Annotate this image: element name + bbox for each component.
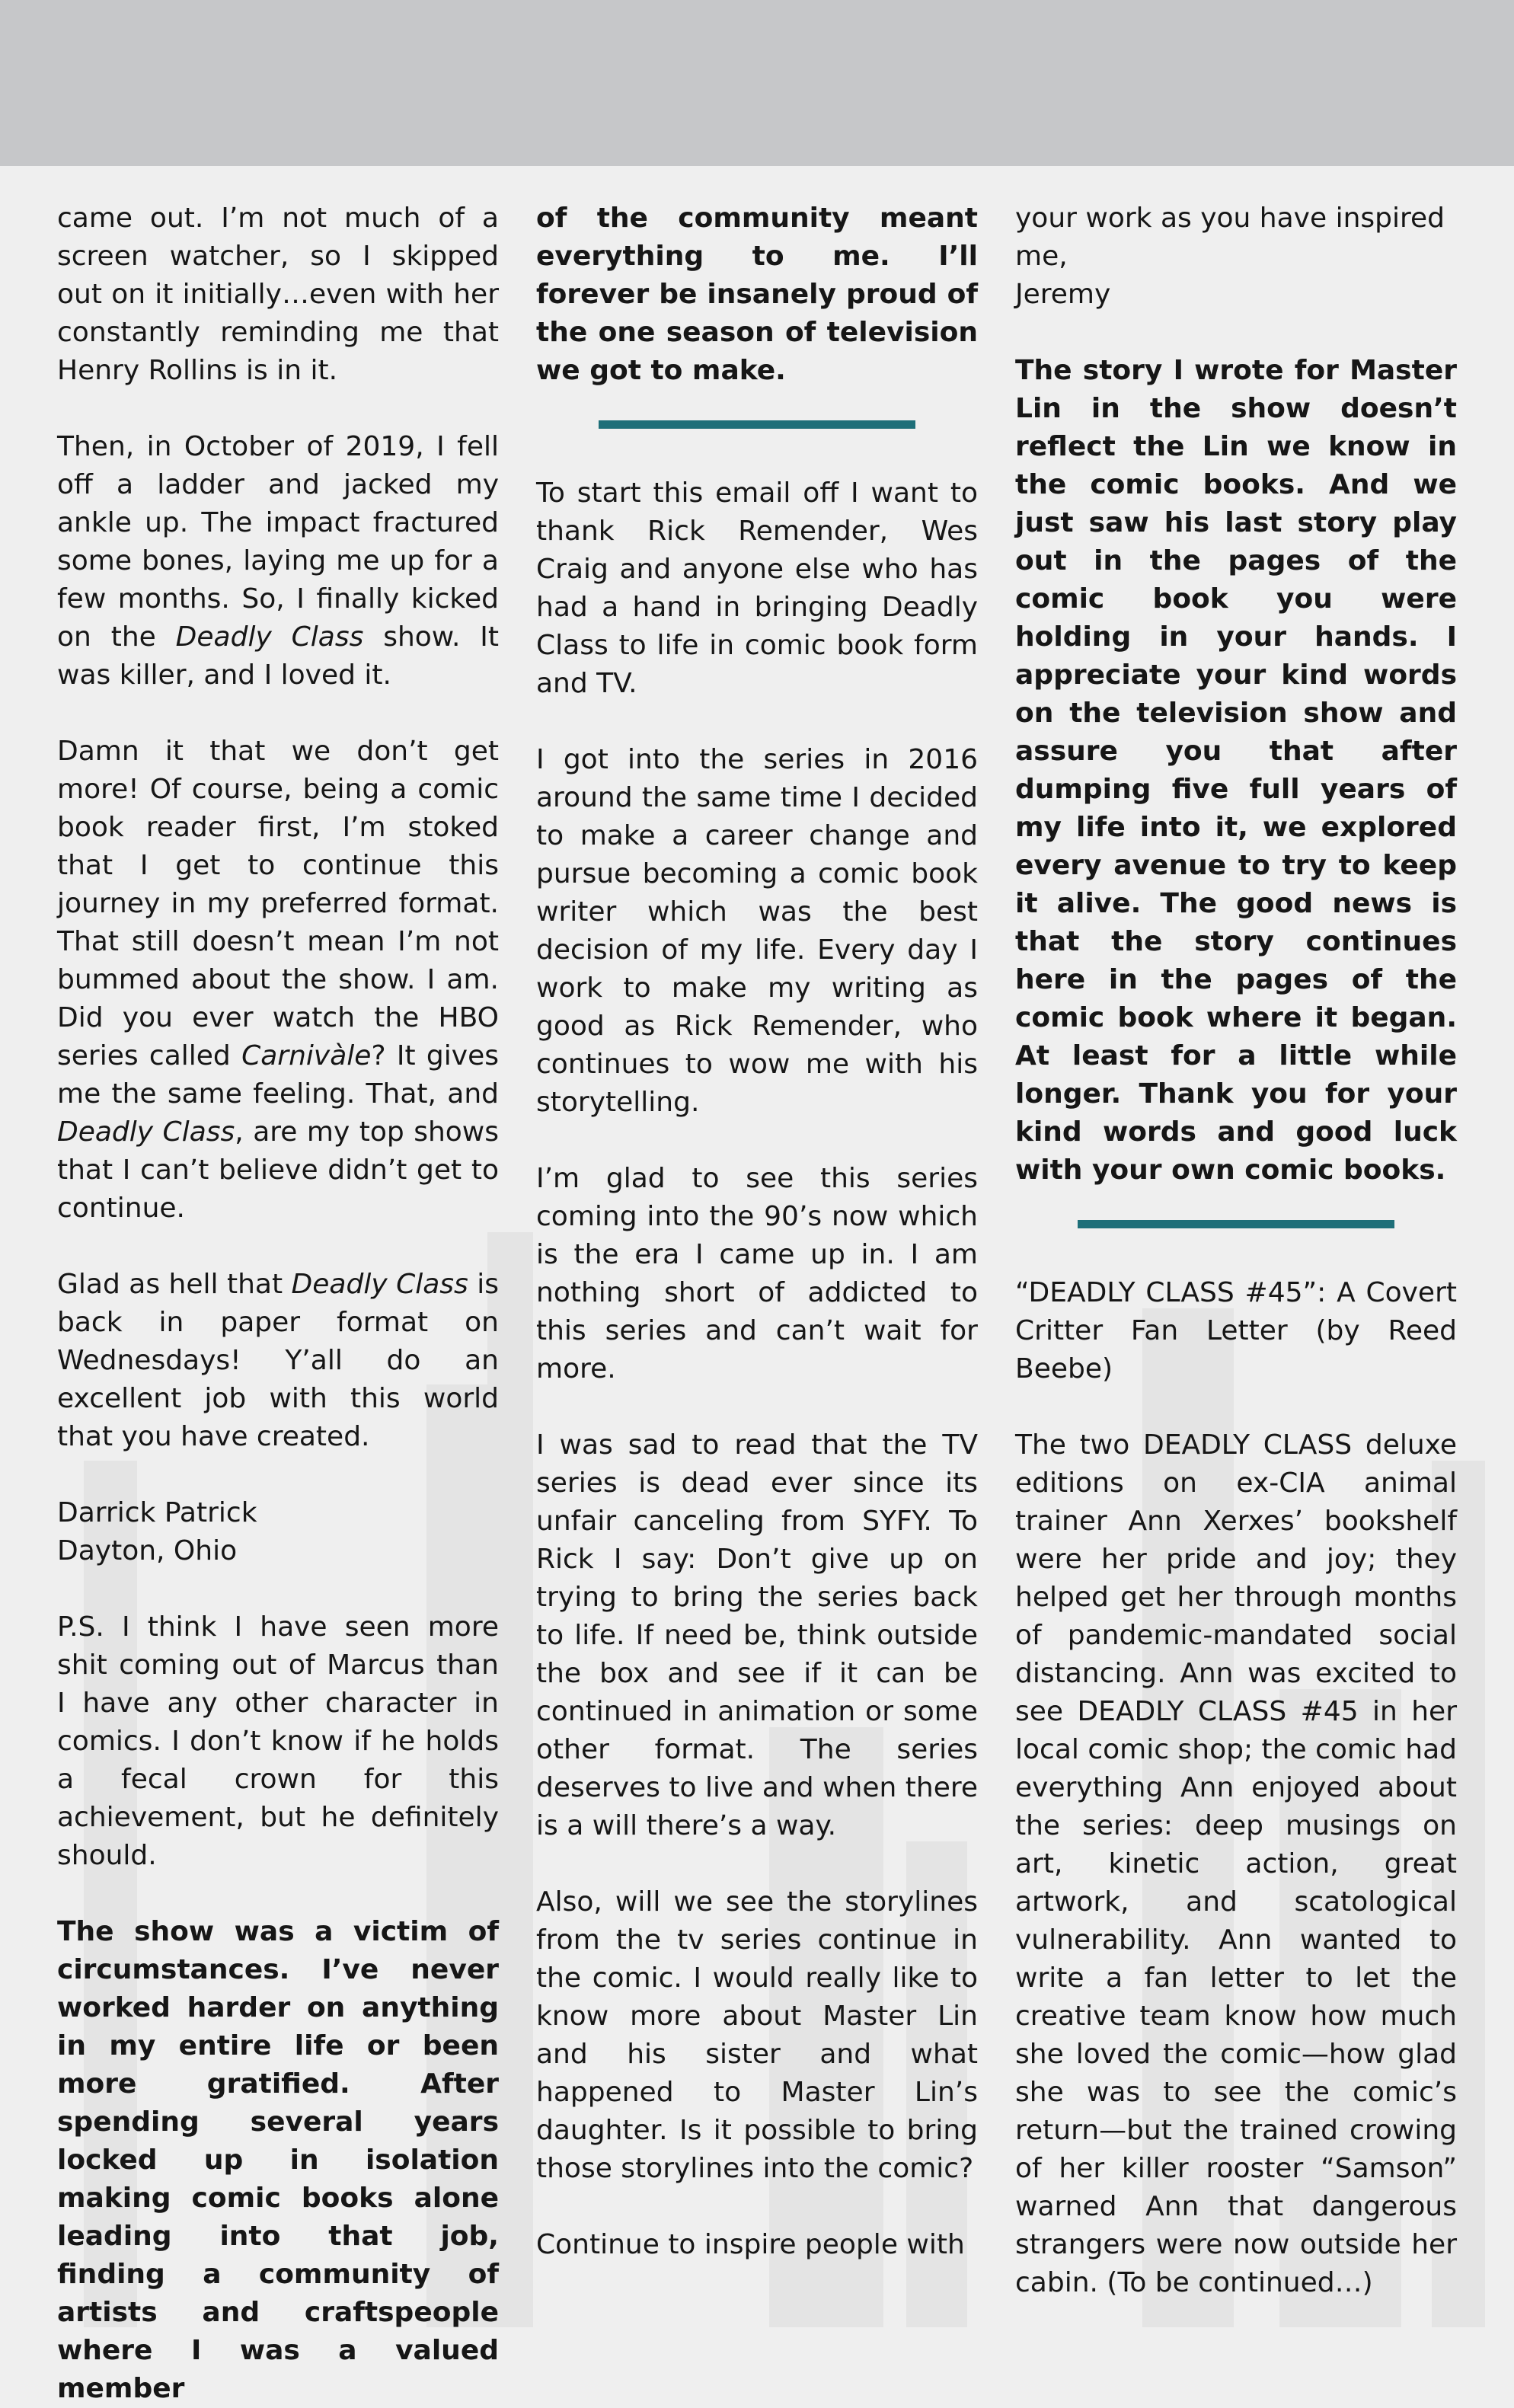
letter2-paragraph-3: I’m glad to see this series coming into the 90’s now which is the era I came up in. I am nothing short of addicted to this series and can’t wait for more. [536, 1163, 978, 1384]
header-band [0, 0, 1514, 166]
letter3-body: The two DEADLY CLASS deluxe editions on ex-CIA animal trainer Ann Xerxes’ bookshelf were her pride and joy; they helped get her through months of pandemic-mandated social distancing. Ann was excited to see DEADLY CLASS #45 in her local comic shop; the comic had everything Ann enjoyed about the series: deep musings on art, kinetic action, great artwork, and scatological vulnerability. Ann wanted to write a fan letter to let the creative team know how much she loved the comic—how glad she was to see the comic’s return—but the trained crowing of her killer rooster “Samson” warned Ann that dangerous strangers were now outside her cabin. (To be continued…) [1015, 1429, 1457, 2298]
column-1 [57, 200, 499, 2408]
letter1-signature: Darrick Patrick Dayton, Ohio [57, 1497, 257, 1566]
section-divider-2 [1078, 1220, 1394, 1228]
column-3 [1015, 200, 1457, 2302]
reply1-start: The show was a victim of circumstances. I’ve never worked harder on anything in my entire life or been more gratified. After spending several years locked up in isolation making comic books alone leading into that job, finding a community of artists and craftspeople where I was a valued member [57, 1916, 499, 2404]
column-2 [536, 200, 978, 2264]
letter1-paragraph-1: came out. I’m not much of a screen watcher, so I skipped out on it initially…even with her constantly reminding me that Henry Rollins is in it. [57, 203, 499, 386]
section-divider [599, 420, 915, 429]
letter2-paragraph-1: To start this email off I want to thank Rick Remender, Wes Craig and anyone else who has had a hand in bringing Deadly Class to life in comic book form and TV. [536, 477, 978, 699]
letter3-title: “DEADLY CLASS #45”: A Covert Critter Fan Letter (by Reed Beebe) [1015, 1277, 1457, 1384]
letter2-signature: Jeremy [1015, 279, 1111, 310]
letter2-paragraph-5: Also, will we see the storylines from the tv series continue in the comic. I would really like to know more about Master Lin and his sister and what happened to Master Lin’s daughter. Is it possible to bring those storylines into the comic? [536, 1886, 978, 2184]
reply1-end: of the community meant everything to me. I’ll forever be insanely proud of the one season of television we got to make. [536, 203, 978, 386]
letter2-paragraph-2: I got into the series in 2016 around the same time I decided to make a career change and pursue becoming a comic book writer which was the best decision of my life. Every day I work to make my writing as good as Rick Remender, who continues to wow me with his storytelling. [536, 744, 978, 1118]
letter1-paragraph-4: Glad as hell that Deadly Class is back in paper format on Wednesdays! Y’all do an excellent job with this world that you have created. [57, 1269, 500, 1452]
letter2-closing: your work as you have inspired me, Jeremy [1015, 203, 1445, 310]
letter2-paragraph-6-start: Continue to inspire people with [536, 2229, 965, 2260]
letter2-paragraph-4: I was sad to read that the TV series is dead ever since its unfair canceling from SYFY. To Rick I say: Don’t give up on trying to bring the series back to life. If need be, think outside the box and see if it can be continued in animation or some other format. The series deserves to live and when there is a will there’s a way. [536, 1429, 978, 1841]
letter1-paragraph-2: Then, in October of 2019, I fell off a ladder and jacked my ankle up. The impact fractured some bones, laying me up for a few months. So, I finally kicked on the Deadly Class show. It was killer, and I loved it. [57, 431, 499, 691]
letter1-paragraph-3: Damn it that we don’t get more! Of course, being a comic book reader first, I’m stoked that I get to continue this journey in my preferred format. That still doesn’t mean I’m not bummed about the show. I am. Did you ever watch the HBO series called Carnivàle? It gives me the same feeling. That, and Deadly Class, are my top shows that I can’t believe didn’t get to continue. [57, 736, 499, 1224]
letter1-postscript: P.S. I think I have seen more shit coming out of Marcus than I have any other character in comics. I don’t know if he holds a fecal crown for this achievement, but he definitely should. [57, 1611, 499, 1871]
reply2: The story I wrote for Master Lin in the show doesn’t reflect the Lin we know in the comic books. And we just saw his last story play out in the pages of the comic book you were holding in your hands. I appreciate your kind words on the television show and assure you that after dumping five full years of my life into it, we explored every avenue to try to keep it alive. The good news is that the story continues here in the pages of the comic book where it began. At least for a little while longer. Thank you for your kind words and good luck with your own comic books. [1015, 355, 1457, 1186]
